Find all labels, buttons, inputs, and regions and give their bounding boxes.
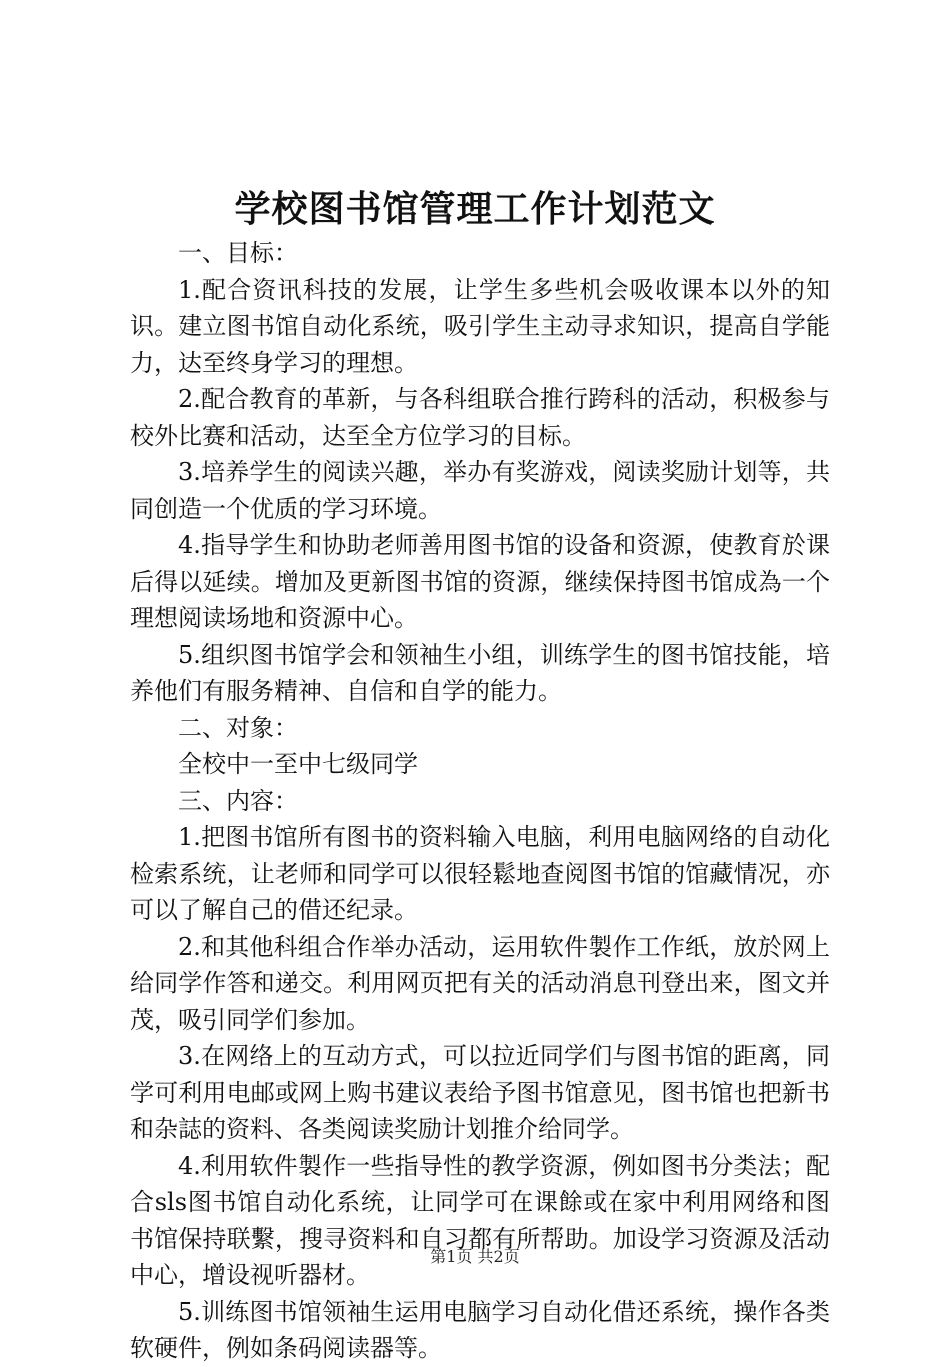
paragraph: 4.利用软件製作一些指导性的教学资源，例如图书分类法；配合sls图书馆自动化系统，让同学可在课餘或在家中利用网络和图书馆保持联繫，搜寻资料和自习都有所帮助。加设学习资源及活动中心，增设视听器材。 [130,1151,830,1289]
paragraph: 4.指导学生和协助老师善用图书馆的设备和资源，使教育於课后得以延续。增加及更新图书馆的资源，继续保持图书馆成為一个理想阅读场地和资源中心。 [130,531,830,632]
paragraph: 2.配合教育的革新，与各科组联合推行跨科的活动，积极参与校外比赛和活动，达至全方位学习的目标。 [130,385,830,450]
section-heading-goals: 一、目标： [178,239,298,267]
paragraph: 5.组织图书馆学会和领袖生小组，训练学生的图书馆技能，培养他们有服务精神、自信和自学的能力。 [130,640,830,705]
page-footer: 第1页 共2页 [430,1247,520,1266]
paragraph: 5.训练图书馆领袖生运用电脑学习自动化借还系统，操作各类软硬件，例如条码阅读器等。 [130,1297,830,1362]
paragraph: 全校中一至中七级同学 [178,750,418,778]
section-heading-content: 三、内容： [178,786,298,815]
paragraph: 1.配合资讯科技的发展，让学生多些机会吸收课本以外的知识。建立图书馆自动化系统，吸引学生主动寻求知识，提高自学能力，达至终身学习的理想。 [130,275,830,377]
section-heading-target: 二、对象： [178,713,298,742]
document-title: 学校图书馆管理工作计划范文 [234,188,716,230]
paragraph: 3.培养学生的阅读兴趣，举办有奖游戏，阅读奖励计划等，共同创造一个优质的学习环境。 [130,458,830,523]
paragraph: 3.在网络上的互动方式，可以拉近同学们与图书馆的距离，同学可利用电邮或网上购书建议表给予图书馆意见，图书馆也把新书和杂誌的资料、各类阅读奖励计划推介给同学。 [130,1042,830,1143]
paragraph: 1.把图书馆所有图书的资料输入电脑，利用电脑网络的自动化检索系统，让老师和同学可以很轻鬆地查阅图书馆的馆藏情况，亦可以了解自己的借还纪录。 [130,823,830,924]
document-body [130,235,830,1367]
paragraph: 2.和其他科组合作举办活动，运用软件製作工作纸，放於网上给同学作答和递交。利用网页把有关的活动消息刊登出来，图文并茂，吸引同学们参加。 [130,932,830,1034]
